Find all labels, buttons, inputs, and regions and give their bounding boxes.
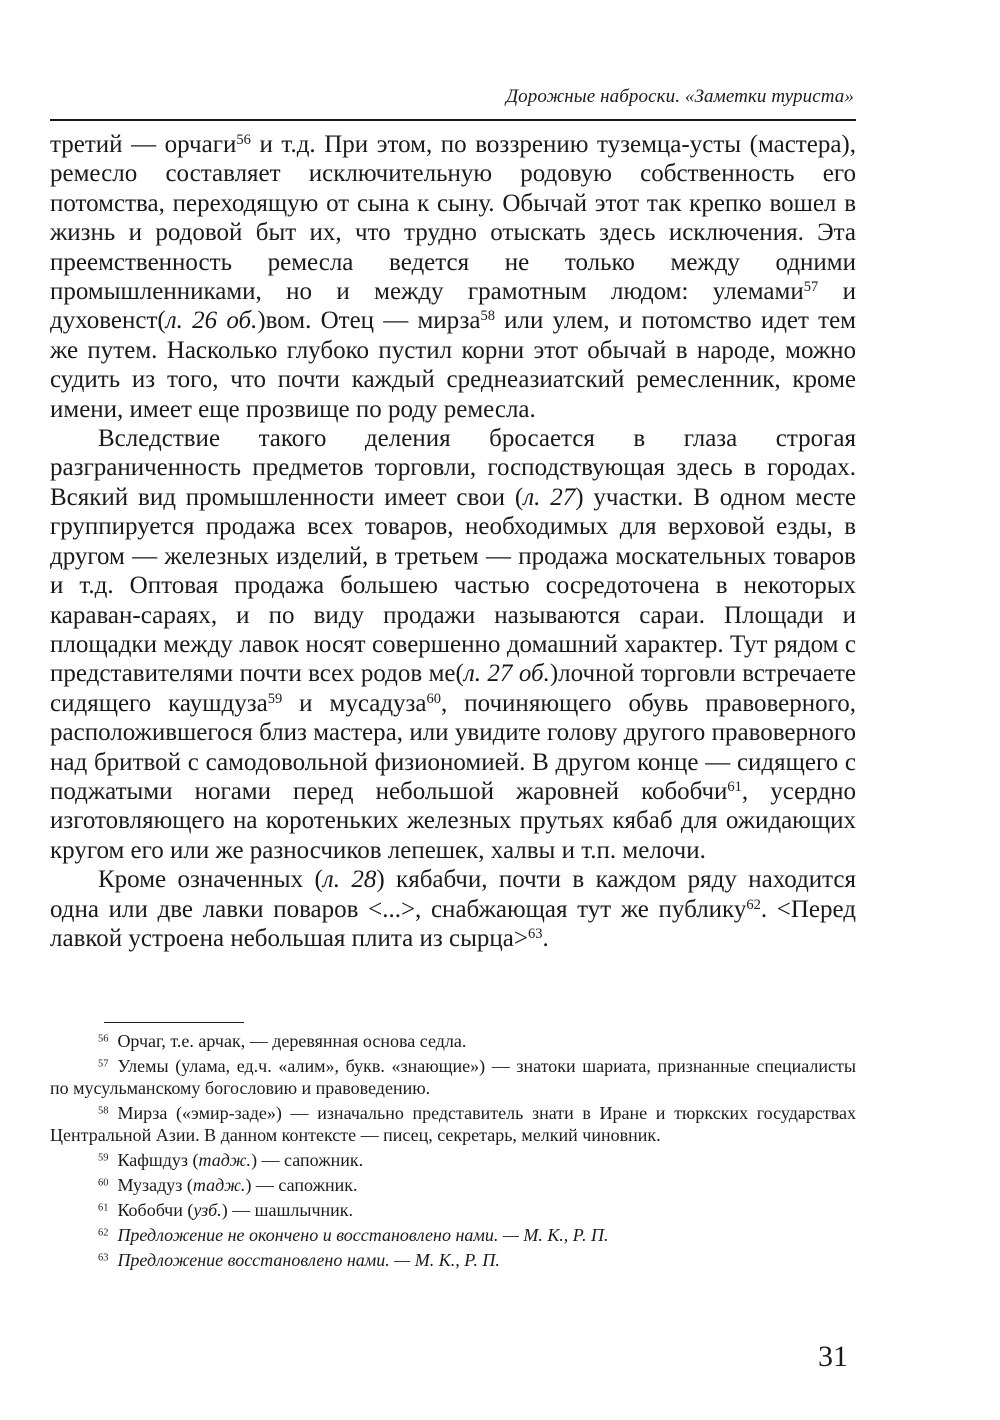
footnote-ref: 62 [746, 896, 761, 913]
footnote [50, 1174, 856, 1196]
text-run: Кафшдуз ( [117, 1150, 199, 1170]
text-run: )лочной торговли встречаете сидящего каушдуза [50, 660, 856, 717]
footnote-separator [104, 1022, 244, 1023]
text-run: Орчаг, т.е. арчак, — деревянная основа седла. [117, 1031, 467, 1051]
footnote [50, 1102, 856, 1146]
footnote-text [117, 1250, 499, 1270]
footnote-ref: 56 [236, 132, 251, 149]
text-italic: тадж. [192, 1175, 246, 1195]
footnote [50, 1149, 856, 1171]
text-run: Вследствие такого деления бросается в глаза строгая разграниченность предметов торговли, господствующая здесь в городах. Всякий вид промышленности имеет свои ( [50, 425, 856, 511]
footnote-number: 60 [98, 1177, 109, 1189]
footnote-ref: 63 [527, 926, 543, 942]
text-run: и духовенст( [50, 278, 856, 335]
text-italic: л. 27 об. [463, 660, 550, 688]
footnote-number: 59 [98, 1152, 109, 1164]
footnote-text [117, 1200, 353, 1220]
text-run: ) участки. В одном месте группируется продажа всех товаров, необходимых для верховой езды, в другом — железных изделий, в третьем — продажа москательных товаров и т.д. Оптовая продажа большею частью сосредоточена в некоторых караван-сараях, и по виду продажи называются сараи. Площади и площадки между лавок носят совершенно домашний характер. Тут рядом с представителями почти всех родов ме( [50, 483, 856, 688]
text-run: третий — орчаги [50, 131, 237, 158]
text-run: Предложение восстановлено нами. — М. К., Р. П. [117, 1250, 500, 1270]
text-run: ) — сапожник. [251, 1150, 364, 1170]
footnote-text [117, 1031, 466, 1051]
text-run: ) — шашлычник. [221, 1200, 354, 1220]
header-rule [50, 119, 856, 121]
footnote-text [50, 1056, 856, 1098]
text-run: , усердно изготовляющего на коротеньких железных прутьях кябаб для ожидающих кругом его или же разносчиков лепешек, халвы и т.п. мелочи. [50, 777, 856, 864]
text-run: Кобобчи ( [117, 1200, 194, 1220]
running-title: Дорожные наброски. «Заметки туриста» [505, 86, 854, 107]
text-run: , починяющего обувь правоверного, расположившегося близ мастера, или увидите голову другого правоверного над бритвой с самодовольной физиономией. В другом конце — сидящего с поджатыми ногами перед небольшой жаровней кобобчи [50, 689, 857, 805]
text-italic: л. 27 [523, 483, 576, 511]
text-italic: узб. [193, 1200, 222, 1220]
text-italic: л. 26 об. [165, 307, 258, 335]
footnotes [50, 1030, 856, 1274]
footnote-ref: 60 [426, 690, 442, 707]
paragraph-1 [50, 130, 856, 424]
footnote-number: 61 [98, 1202, 109, 1214]
text-run: Улемы (улама, ед.ч. «алим», букв. «знающие») — знатоки шариата, признанные специалисты по мусульманскому богословию и правоведению. [50, 1056, 856, 1098]
paragraph-2 [50, 424, 856, 865]
text-run: . [542, 924, 549, 952]
footnote-number: 57 [98, 1058, 109, 1070]
footnote-number: 56 [98, 1033, 109, 1045]
paragraph-3 [50, 865, 856, 953]
footnote-ref: 58 [480, 308, 495, 325]
footnote-number: 58 [98, 1105, 109, 1117]
page-number: 31 [818, 1340, 848, 1373]
text-run: Предложение не окончено и восстановлено нами. — М. К., Р. П. [117, 1225, 609, 1245]
footnote-ref: 57 [803, 279, 819, 296]
text-run: )вом. Отец — мирза [257, 307, 481, 335]
text-run: и т.д. При этом, по воззрению туземца-усты (мастера), ремесло составляет исключительную родовую собственность его потомства, переходящую от сына к сыну. Обычай этот так крепко вошел в жизнь и родовой быт их, что трудно отыскать здесь исключения. Эта преемственность ремесла ведется не только между одними промышленниками, но и между грамотным людом: улемами [50, 131, 856, 306]
footnote [50, 1199, 856, 1221]
text-run: Музадуз ( [117, 1175, 193, 1195]
text-run: ) — сапожник. [245, 1175, 358, 1195]
footnote-text [50, 1103, 856, 1145]
text-run: ) кябабчи, почти в каждом ряду находится одна или две лавки поваров <...>, снабжающая тут же публику [50, 866, 856, 923]
footnote-text [117, 1175, 357, 1195]
text-italic: л. 28 [322, 866, 377, 894]
footnote [50, 1224, 856, 1246]
footnote-number: 62 [98, 1227, 109, 1239]
main-text [50, 130, 856, 953]
text-run: Кроме означенных ( [98, 866, 323, 894]
footnote-number: 63 [98, 1252, 109, 1264]
footnote-text [117, 1150, 363, 1170]
text-italic: тадж. [198, 1150, 252, 1170]
footnote-text [117, 1225, 608, 1245]
footnote [50, 1055, 856, 1099]
footnote [50, 1249, 856, 1271]
footnote [50, 1030, 856, 1052]
footnote-ref: 61 [727, 778, 742, 795]
text-run: или улем, и потомство идет тем же путем. Насколько глубоко пустил корни этот обычай в народе, можно судить из того, что почти каждый среднеазиатский ремесленник, кроме имени, имеет еще прозвище по роду ремесла. [50, 307, 856, 423]
text-run: Мирза («эмир-заде») — изначально представитель знати в Иране и тюркских государствах Центральной Азии. В данном контексте — писец, секретарь, мелкий чиновник. [50, 1103, 856, 1145]
text-run: . <Перед лавкой устроена небольшая плита из сырца> [50, 895, 856, 952]
text-run: и мусадуза [282, 689, 427, 717]
footnote-ref: 59 [267, 690, 283, 707]
